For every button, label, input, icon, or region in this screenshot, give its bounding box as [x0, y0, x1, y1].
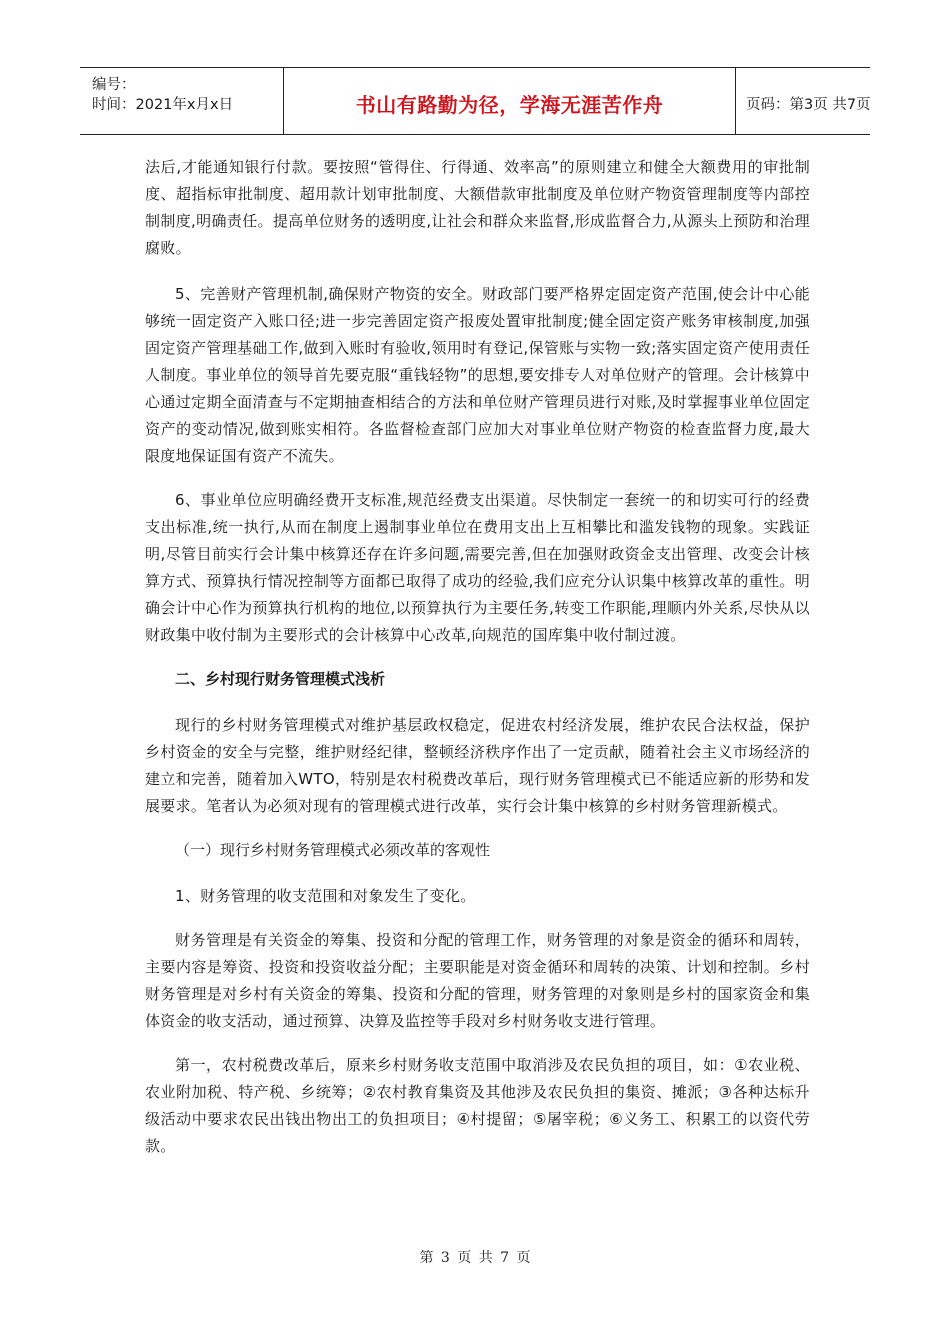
paragraph-item-5: 5、完善财产管理机制,确保财产物资的安全。财政部门要严格界定固定资产范围,使会计中心能够统一固定资产入账口径;进一步完善固定资产报废处置审批制度;健全固定资产账务审核制度,加强固定资产管理基础工作,做到入账时有验收,领用时有登记,保管账与实物一致;落实固定资产使用责任人制度。事业单位的领导首先要克服“重钱轻物”的思想,要安排专人对单位财产的管理。会计核算中心通过定期全面清查与不定期抽查相结合的方法和单位财产管理员进行对账,及时掌握事业单位固定资产的变动情况,做到账实相符。各监督检查部门应加大对事业单位财产物资的检查监督力度,最大限度地保证国有资产不流失。 — [145, 285, 810, 465]
header-page-info: 页码：第3页 共7页 — [746, 96, 871, 113]
header-meta-cell — [80, 68, 284, 134]
paragraph-item-6: 6、事业单位应明确经费开支标准,规范经费支出渠道。尽快制定一套统一的和切实可行的经费支出标准,统一执行,从而在制度上遏制事业单位在费用支出上互相攀比和滥发钱物的现象。实践证明,尽管目前实行会计集中核算还存在许多问题,需要完善,但在加强财政资金支出管理、改变会计核算方式、预算执行情况控制等方面都已取得了成功的经验,我们应充分认识集中核算改革的重性。明确会计中心作为预算执行机构的地位,以预算执行为主要任务,转变工作职能,理顺内外关系,尽快从以财政集中收付制为主要形式的会计核算中心改革,向规范的国库集中收付制过渡。 — [145, 491, 810, 644]
paragraph-intro: 现行的乡村财务管理模式对维护基层政权稳定，促进农村经济发展，维护农民合法权益，保护乡村资金的安全与完整，维护财经纪律，整顿经济秩序作出了一定贡献，随着社会主义市场经济的建立和完善，随着加入WTO，特别是农村税费改革后，现行财务管理模式已不能适应新的形势和发展要求。笔者认为必须对现有的管理模式进行改革，实行会计集中核算的乡村财务管理新模式。 — [145, 716, 810, 815]
paragraph-first: 第一，农村税费改革后，原来乡村财务收支范围中取消涉及农民负担的项目，如：①农业税、农业附加税、特产税、乡统筹；②农村教育集资及其他涉及农民负担的集资、摊派；③各种达标升级活动中要求农民出钱出物出工的负担项目；④村提留；⑤屠宰税；⑥义务工、积累工的以资代劳款。 — [145, 1056, 810, 1155]
paragraph-point-1: 1、财务管理的收支范围和对象发生了变化。 — [175, 887, 476, 905]
header-motto: 书山有路勤为径，学海无涯苦作舟 — [284, 68, 736, 134]
subsection-heading: （一）现行乡村财务管理模式必须改革的客观性 — [175, 841, 491, 859]
paragraph-continuation: 法后,才能通知银行付款。要按照“管得住、行得通、效率高”的原则建立和健全大额费用的审批制度、超指标审批制度、超用款计划审批制度、大额借款审批制度及单位财产物资管理制度等内部控制制度,明确责任。提高单位财务的透明度,让社会和群众来监督,形成监督合力,从源头上预防和治理腐败。 — [145, 158, 810, 257]
code-label: 编号： — [92, 77, 136, 93]
page-footer: 第 3 页 共 7 页 — [419, 1250, 531, 1266]
header-table — [80, 67, 870, 135]
section-heading: 二、乡村现行财务管理模式浅析 — [175, 670, 386, 688]
paragraph-definition: 财务管理是有关资金的筹集、投资和分配的管理工作，财务管理的对象是资金的循环和周转，主要内容是筹资、投资和投资收益分配；主要职能是对资金循环和周转的决策、计划和控制。乡村财务管理是对乡村有关资金的筹集、投资和分配的管理，财务管理的对象则是乡村的国家资金和集体资金的收支活动，通过预算、决算及监控等手段对乡村财务收支进行管理。 — [145, 931, 810, 1030]
date-label: 时间：2021年x月x日 — [92, 97, 234, 113]
document-body — [145, 154, 810, 1177]
